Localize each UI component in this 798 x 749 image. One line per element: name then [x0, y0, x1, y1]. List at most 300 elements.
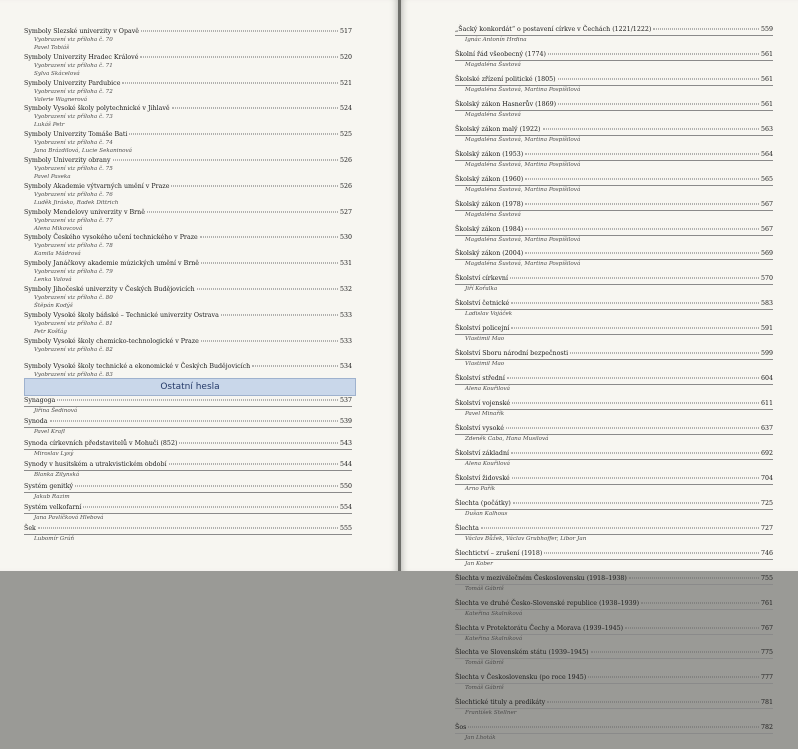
toc-entry-page: 761: [760, 599, 773, 607]
dot-leader: [171, 185, 338, 186]
toc-entry: [455, 475, 773, 500]
toc-entry-page: 611: [760, 400, 773, 408]
toc-entry-title: Šlechta v meziválečném Československu (1918–1938): [455, 574, 627, 582]
toc-entry-page: 525: [339, 131, 352, 139]
toc-entry: [455, 625, 773, 650]
toc-entry-page: 563: [760, 125, 773, 133]
dot-leader: [591, 652, 759, 653]
dot-leader: [629, 577, 759, 578]
toc-entry-page: 704: [760, 474, 773, 482]
toc-entry-page: 725: [760, 499, 773, 507]
toc-entry: [24, 183, 352, 209]
toc-entry-title: Školský zákon (1960): [455, 175, 524, 183]
toc-entry-page: 591: [760, 325, 773, 333]
toc-entry: [455, 674, 773, 699]
toc-entry-author: Vyobrazení viz příloha č. 75: [34, 165, 113, 172]
toc-entry-line: [24, 80, 352, 88]
toc-entry-page: 561: [760, 50, 773, 58]
toc-entry-line: [455, 475, 773, 485]
toc-entry-title: Školství četnické: [455, 300, 510, 308]
dot-leader: [513, 502, 759, 503]
toc-entry: [455, 51, 773, 76]
toc-entry: [455, 724, 773, 749]
toc-entry-line: [455, 226, 773, 236]
toc-entry-title: Šlechta (počátky): [455, 499, 511, 507]
dot-leader: [140, 56, 338, 57]
toc-entry-page: 517: [339, 28, 352, 35]
toc-entry-line: [24, 363, 352, 371]
dot-leader: [506, 428, 759, 429]
dot-leader: [512, 477, 759, 478]
toc-entry-page: 604: [760, 375, 773, 383]
toc-entry-line: [455, 201, 773, 211]
toc-entry: [455, 101, 773, 126]
toc-entry: [24, 260, 352, 286]
toc-entry-author: Jiří Kořalka: [465, 286, 498, 293]
toc-entry-line: [455, 500, 773, 510]
toc-entry-title: Šlechta v Československu (po roce 1945): [455, 674, 587, 682]
toc-entry-author: František Stellner: [465, 710, 517, 717]
toc-entry: [455, 126, 773, 151]
toc-entry-page: 521: [339, 79, 352, 87]
toc-entry-line: [24, 286, 352, 294]
dot-leader: [543, 128, 759, 129]
toc-entry-author: Alena Mikovcová: [34, 225, 83, 232]
toc-entry: [24, 54, 352, 80]
toc-entry-title: Šlechta v Protektorátu Čechy a Morava (1939–1945): [455, 624, 624, 632]
toc-entry-author: Tomáš Gábriš: [465, 585, 504, 592]
toc-entry-author: Vlastimil Mao: [465, 336, 505, 343]
toc-entry: [455, 76, 773, 101]
toc-entry-author: Ignác Antonín Hrdina: [465, 37, 527, 43]
toc-entry: [455, 226, 773, 251]
toc-entry: [455, 500, 773, 525]
toc-entry-title: Školství základní: [455, 449, 510, 457]
toc-entry-title: Synagoga: [24, 397, 56, 404]
toc-entry-page: 570: [760, 275, 773, 283]
toc-entry-author: Vyobrazení viz příloha č. 78: [34, 243, 113, 250]
dot-leader: [122, 82, 338, 83]
toc-entry: [455, 649, 773, 674]
toc-entry-page: 539: [339, 418, 352, 426]
toc-entry-line: [455, 126, 773, 136]
toc-entry-title: Symboly Univerzity Hradec Králové: [24, 53, 139, 61]
toc-entry-line: [24, 397, 352, 407]
toc-entry-author: Magdaléna Šustová, Martina Pospíšilová: [465, 86, 581, 93]
toc-entry: [455, 151, 773, 176]
toc-entry-page: 531: [339, 260, 352, 268]
toc-entry: [24, 80, 352, 106]
toc-entry-title: Školství církevní: [455, 275, 508, 283]
dot-leader: [468, 727, 759, 728]
toc-entry-author: Vyobrazení viz příloha č. 77: [34, 217, 113, 224]
toc-entry-line: [24, 525, 352, 535]
toc-entry-title: Symboly Vysoké školy technické a ekonomické v Českých Budějovicích: [24, 363, 251, 371]
toc-entry-page: 520: [339, 53, 352, 61]
toc-entry-author: Jan Kober: [465, 560, 493, 567]
toc-entry-title: Symboly Akademie výtvarných umění v Praze: [24, 182, 170, 190]
toc-entry: [455, 525, 773, 550]
toc-entry-title: Školství Sboru národní bezpečnosti: [455, 350, 569, 358]
dot-leader: [625, 627, 759, 628]
dot-leader: [512, 403, 759, 404]
toc-entry-title: Školský zákon (1984): [455, 225, 524, 233]
toc-entry-page: 561: [760, 75, 773, 83]
toc-entry: [24, 286, 352, 312]
toc-entry-line: [24, 183, 352, 191]
dot-leader: [75, 485, 338, 486]
toc-entry: [24, 504, 352, 525]
toc-entry-line: [24, 28, 352, 36]
toc-entry-page: 526: [339, 182, 352, 190]
toc-entry-line: [455, 400, 773, 410]
toc-entry-page: 767: [760, 624, 773, 632]
toc-entry-title: Šlechtické tituly a predikáty: [455, 699, 546, 707]
dot-leader: [252, 366, 338, 367]
toc-entry: [455, 450, 773, 475]
toc-entry-author: Alena Kouřilová: [465, 460, 510, 467]
toc-entry-author: Pavel Minařík: [465, 411, 505, 418]
toc-entry: [455, 400, 773, 425]
dot-leader: [141, 31, 338, 32]
toc-entry-title: Školství policejní: [455, 325, 510, 333]
toc-entry-page: 561: [760, 100, 773, 108]
dot-leader: [83, 506, 338, 507]
toc-entry-page: 755: [760, 574, 773, 582]
toc-entry-author: Miroslav Lysý: [34, 450, 74, 457]
dot-leader: [57, 400, 338, 401]
toc-entry-page: 599: [760, 350, 773, 358]
toc-entry-author: Vyobrazení viz příloha č. 73: [34, 114, 113, 121]
toc-entry-title: Školství vysoké: [455, 425, 504, 432]
toc-entry-line: [24, 418, 352, 428]
toc-entry: [455, 176, 773, 201]
toc-entry-author: Vlastimil Mao: [465, 361, 505, 368]
toc-entry-title: Školský zákon (2004): [455, 250, 524, 258]
toc-entry: [24, 28, 352, 54]
toc-entry-line: [455, 375, 773, 385]
toc-entry-author: Jana Pavlíčková Hlebová: [34, 514, 104, 521]
toc-entry-author: Tomáš Gábriš: [465, 660, 504, 667]
toc-entry-line: [455, 724, 773, 734]
toc-entry-page: 554: [339, 503, 352, 511]
toc-entry-author: Vyobrazení viz příloha č. 74: [34, 140, 113, 147]
toc-entry-page: 532: [339, 285, 352, 293]
toc-entry-author: Vyobrazení viz příloha č. 70: [34, 37, 113, 43]
dot-leader: [147, 211, 338, 212]
toc-entry-title: Školní řád všeobecný (1774): [455, 50, 546, 58]
toc-entry-title: Synoda církevních představitelů v Mohuči (852): [24, 439, 178, 447]
toc-entry: [455, 375, 773, 400]
toc-entry-line: [24, 461, 352, 471]
toc-entry-author: Pavel Paseka: [34, 173, 71, 180]
toc-entry-title: Symboly Vysoké školy polytechnické v Jihlavě: [24, 105, 170, 113]
toc-entry-line: [24, 157, 352, 165]
dot-leader: [50, 421, 338, 422]
toc-entry-title: Šlechta ve Slovenském státu (1939–1945): [455, 649, 589, 657]
dot-leader: [558, 103, 759, 104]
dot-leader: [179, 442, 338, 443]
toc-entry-author: Kamila Mádrová: [34, 251, 81, 258]
toc-entry-page: 727: [760, 524, 773, 532]
toc-entry-author: Magdaléna Šustová: [465, 111, 521, 118]
toc-entry-author: Ladislav Vojáček: [465, 311, 513, 318]
toc-entry-author: Kateřina Skalníková: [465, 635, 523, 642]
toc-entry-line: [24, 504, 352, 514]
dot-leader: [547, 702, 759, 703]
toc-entry-page: 555: [339, 525, 352, 533]
toc-entry: [24, 105, 352, 131]
toc-entry-title: Symboly Janáčkovy akademie múzických umění v Brně: [24, 260, 200, 268]
toc-entry-line: [455, 176, 773, 186]
toc-entry-author: Dušan Kalhous: [465, 510, 508, 517]
toc-entry: [455, 201, 773, 226]
dot-leader: [525, 253, 759, 254]
toc-entry-title: Šlechta ve druhé Česko-Slovenské republice (1938–1939): [455, 599, 640, 607]
toc-entry-author: Magdaléna Šustová: [465, 211, 521, 218]
toc-entry: [455, 325, 773, 350]
toc-entry: [24, 131, 352, 157]
toc-entry-line: [24, 54, 352, 62]
toc-entry: [24, 234, 352, 260]
toc-entry-author: Lukáš Petr: [34, 122, 65, 129]
toc-entry-author: Vyobrazení viz příloha č. 82: [34, 346, 113, 353]
dot-leader: [525, 203, 759, 204]
toc-entry-page: 544: [339, 461, 352, 469]
toc-entry-author: Vyobrazení viz příloha č. 76: [34, 191, 113, 198]
dot-leader: [525, 228, 759, 229]
toc-entry: [24, 338, 352, 364]
toc-entry-author: Jakub Razim: [34, 493, 70, 500]
dot-leader: [588, 677, 759, 678]
dot-leader: [169, 464, 338, 465]
toc-entry-line: [455, 325, 773, 335]
toc-entry-author: Lenka Valová: [34, 277, 72, 284]
toc-entry: [24, 525, 352, 546]
toc-entry: [24, 209, 352, 235]
toc-entry-title: Šos: [455, 724, 467, 732]
toc-entry: [455, 250, 773, 275]
dot-leader: [113, 159, 338, 160]
toc-entry-title: Školský zákon Hasnerův (1869): [455, 100, 557, 108]
toc-entry-author: Petr Košťág: [34, 328, 67, 335]
toc-entry-page: 583: [760, 300, 773, 308]
dot-leader: [653, 29, 759, 30]
toc-entry-page: 543: [339, 439, 352, 447]
toc-entry-line: [455, 649, 773, 659]
toc-entry-line: [455, 699, 773, 709]
dot-leader: [197, 288, 338, 289]
toc-entry-author: Vyobrazení viz příloha č. 83: [34, 372, 113, 379]
toc-entry-page: 775: [760, 649, 773, 657]
toc-entry: [455, 275, 773, 300]
dot-leader: [38, 528, 338, 529]
toc-entry-author: Arno Pařík: [465, 485, 496, 492]
toc-entry-title: Symboly Českého vysokého učení technického v Praze: [24, 234, 198, 242]
toc-entry-page: 782: [760, 724, 773, 732]
toc-entry-author: Jan Lhoták: [465, 735, 496, 742]
toc-entry-title: Školský zákon (1953): [455, 150, 524, 158]
toc-entry-line: [24, 260, 352, 268]
toc-entry-author: Magdaléna Šustová, Martina Pospíšilová: [465, 186, 581, 193]
toc-entry-line: [455, 575, 773, 585]
toc-entry-author: Tomáš Gábriš: [465, 685, 504, 692]
toc-entry-line: [24, 338, 352, 346]
toc-entry-author: Magdaléna Šustová, Martina Pospíšilová: [465, 261, 581, 268]
section-heading-box: [24, 378, 356, 396]
dot-leader: [201, 263, 338, 264]
toc-entry-author: Magdaléna Šustová, Martina Pospíšilová: [465, 236, 581, 243]
toc-entry-line: [24, 312, 352, 320]
toc-entry-line: [455, 76, 773, 86]
toc-entry-author: Kateřina Skalníková: [465, 610, 523, 617]
dot-leader: [511, 328, 759, 329]
toc-entry-author: Vyobrazení viz příloha č. 72: [34, 88, 113, 95]
dot-leader: [641, 602, 759, 603]
toc-entry-page: 565: [760, 175, 773, 183]
toc-entry: [24, 418, 352, 439]
toc-entry-author: Vyobrazení viz příloha č. 81: [34, 320, 113, 327]
toc-entry-author: Štěpán Kodýš: [34, 302, 73, 309]
dot-leader: [510, 278, 759, 279]
toc-entry-page: 564: [760, 150, 773, 158]
toc-entry-author: Magdaléna Šustová: [465, 61, 521, 68]
dot-leader: [570, 353, 759, 354]
toc-entry-author: Zdeněk Caba, Hana Musilová: [465, 436, 549, 442]
toc-entry: [24, 397, 352, 418]
toc-entry-line: [455, 26, 773, 36]
toc-entry: [455, 350, 773, 375]
toc-entry-page: 530: [339, 234, 352, 242]
toc-entry: [24, 440, 352, 461]
toc-entry-author: Magdaléna Šustová, Martina Pospíšilová: [465, 136, 581, 143]
toc-entry-line: [24, 131, 352, 139]
toc-entry-title: Synody v husitském a utrakvistickém období: [24, 461, 167, 469]
toc-entry-title: „Šacký konkordát“ o postavení církve v Čechách (1221/1222): [455, 26, 652, 33]
toc-entry-author: Blanka Zilynská: [34, 472, 80, 479]
toc-entry-author: Jana Brázdilová, Lucie Sekaninová: [34, 148, 132, 155]
toc-entry-line: [455, 350, 773, 360]
toc-entry-author: Valerie Wagnerová: [34, 96, 88, 103]
toc-entry-line: [455, 450, 773, 460]
toc-entry-page: 537: [339, 397, 352, 404]
dot-leader: [525, 153, 759, 154]
toc-entry-author: Vyobrazení viz příloha č. 80: [34, 294, 113, 301]
dot-leader: [548, 53, 759, 54]
toc-entry: [455, 425, 773, 450]
toc-entry-title: Symboly Univerzity Pardubice: [24, 79, 121, 87]
toc-entry: [455, 575, 773, 600]
toc-entry-title: Symboly Univerzity obrany: [24, 156, 111, 164]
left-page: [0, 0, 398, 571]
toc-entry-title: Symboly Vysoké školy báňské – Technické univerzity Ostrava: [24, 311, 219, 319]
toc-entry-line: [455, 250, 773, 260]
toc-entry-page: 567: [760, 225, 773, 233]
toc-entry-page: 533: [339, 337, 352, 345]
toc-entry-author: Pavel Krafl: [34, 429, 65, 436]
toc-entry-line: [455, 275, 773, 285]
dot-leader: [221, 314, 338, 315]
toc-entry-line: [455, 600, 773, 610]
toc-entry-page: 746: [760, 549, 773, 557]
toc-entry-title: Školský zákon (1978): [455, 200, 524, 208]
dot-leader: [129, 134, 338, 135]
toc-entry-author: Pavel Tobiáš: [34, 45, 70, 51]
toc-entry: [455, 26, 773, 51]
toc-entry-page: 534: [339, 363, 352, 371]
dot-leader: [525, 178, 759, 179]
toc-entry-line: [24, 105, 352, 113]
toc-entry-page: 569: [760, 250, 773, 258]
toc-entry: [24, 312, 352, 338]
toc-entry-title: Synoda: [24, 418, 48, 426]
toc-entry-line: [455, 425, 773, 435]
toc-entry-author: Alena Kouřilová: [465, 386, 510, 393]
toc-entry-page: 567: [760, 200, 773, 208]
toc-entry-author: Václav Bůžek, Václav Grubhoffer, Libor Jan: [465, 535, 587, 542]
toc-entry-line: [24, 234, 352, 242]
toc-entry-title: Symboly Vysoké školy chemicko-technologické v Praze: [24, 337, 199, 345]
toc-entry-title: Školství vojenské: [455, 400, 511, 408]
dot-leader: [507, 378, 759, 379]
dot-leader: [511, 452, 759, 453]
toc-entry-author: Jiřina Šedinová: [34, 408, 78, 414]
toc-entry-line: [455, 550, 773, 560]
dot-leader: [558, 78, 759, 79]
toc-entry: [455, 300, 773, 325]
toc-entry-page: 637: [760, 425, 773, 432]
toc-entry-author: Luděk Jirásko, Radek Dittrich: [34, 199, 119, 206]
dot-leader: [200, 237, 338, 238]
toc-entry-title: Šek: [24, 525, 36, 533]
toc-entry-line: [455, 674, 773, 684]
toc-entry-title: Symboly Univerzity Tomáše Bati: [24, 131, 128, 139]
section-heading: Ostatní hesla: [160, 382, 220, 392]
toc-entry-line: [455, 51, 773, 61]
right-toc-list: [455, 26, 773, 749]
toc-entry-page: 533: [339, 311, 352, 319]
toc-entry-line: [455, 101, 773, 111]
toc-entry-author: Vyobrazení viz příloha č. 71: [34, 62, 113, 69]
toc-entry-page: 527: [339, 208, 352, 216]
toc-entry-line: [24, 440, 352, 450]
toc-entry: [455, 699, 773, 724]
toc-entry-title: Systém genitký: [24, 482, 74, 490]
toc-entry-line: [24, 483, 352, 493]
toc-entry-author: Sylva Skácelová: [34, 70, 80, 77]
toc-entry-line: [455, 625, 773, 635]
toc-entry-title: Šlechtictví – zrušení (1918): [455, 549, 543, 557]
left-toc-list: [24, 28, 352, 389]
toc-entry-author: Lubomír Grúň: [34, 536, 75, 543]
toc-entry-title: Školství židovské: [455, 474, 510, 482]
toc-entry-line: [455, 300, 773, 310]
toc-entry-page: 524: [339, 105, 352, 113]
toc-entry-page: 692: [760, 449, 773, 457]
toc-entry-page: 550: [339, 482, 352, 490]
dot-leader: [511, 303, 759, 304]
toc-entry-line: [24, 209, 352, 217]
toc-entry-page: 559: [760, 26, 773, 33]
toc-entry-page: 777: [760, 674, 773, 682]
toc-entry-title: Symboly Slezské univerzity v Opavě: [24, 28, 140, 35]
toc-entry-title: Školské zřízení politické (1805): [455, 75, 556, 83]
toc-entry-title: Školský zákon malý (1922): [455, 125, 541, 133]
toc-entry: [455, 600, 773, 625]
toc-entry-line: [455, 525, 773, 535]
dot-leader: [481, 527, 759, 528]
toc-entry-title: Symboly Jihočeské univerzity v Českých Budějovicích: [24, 285, 195, 293]
